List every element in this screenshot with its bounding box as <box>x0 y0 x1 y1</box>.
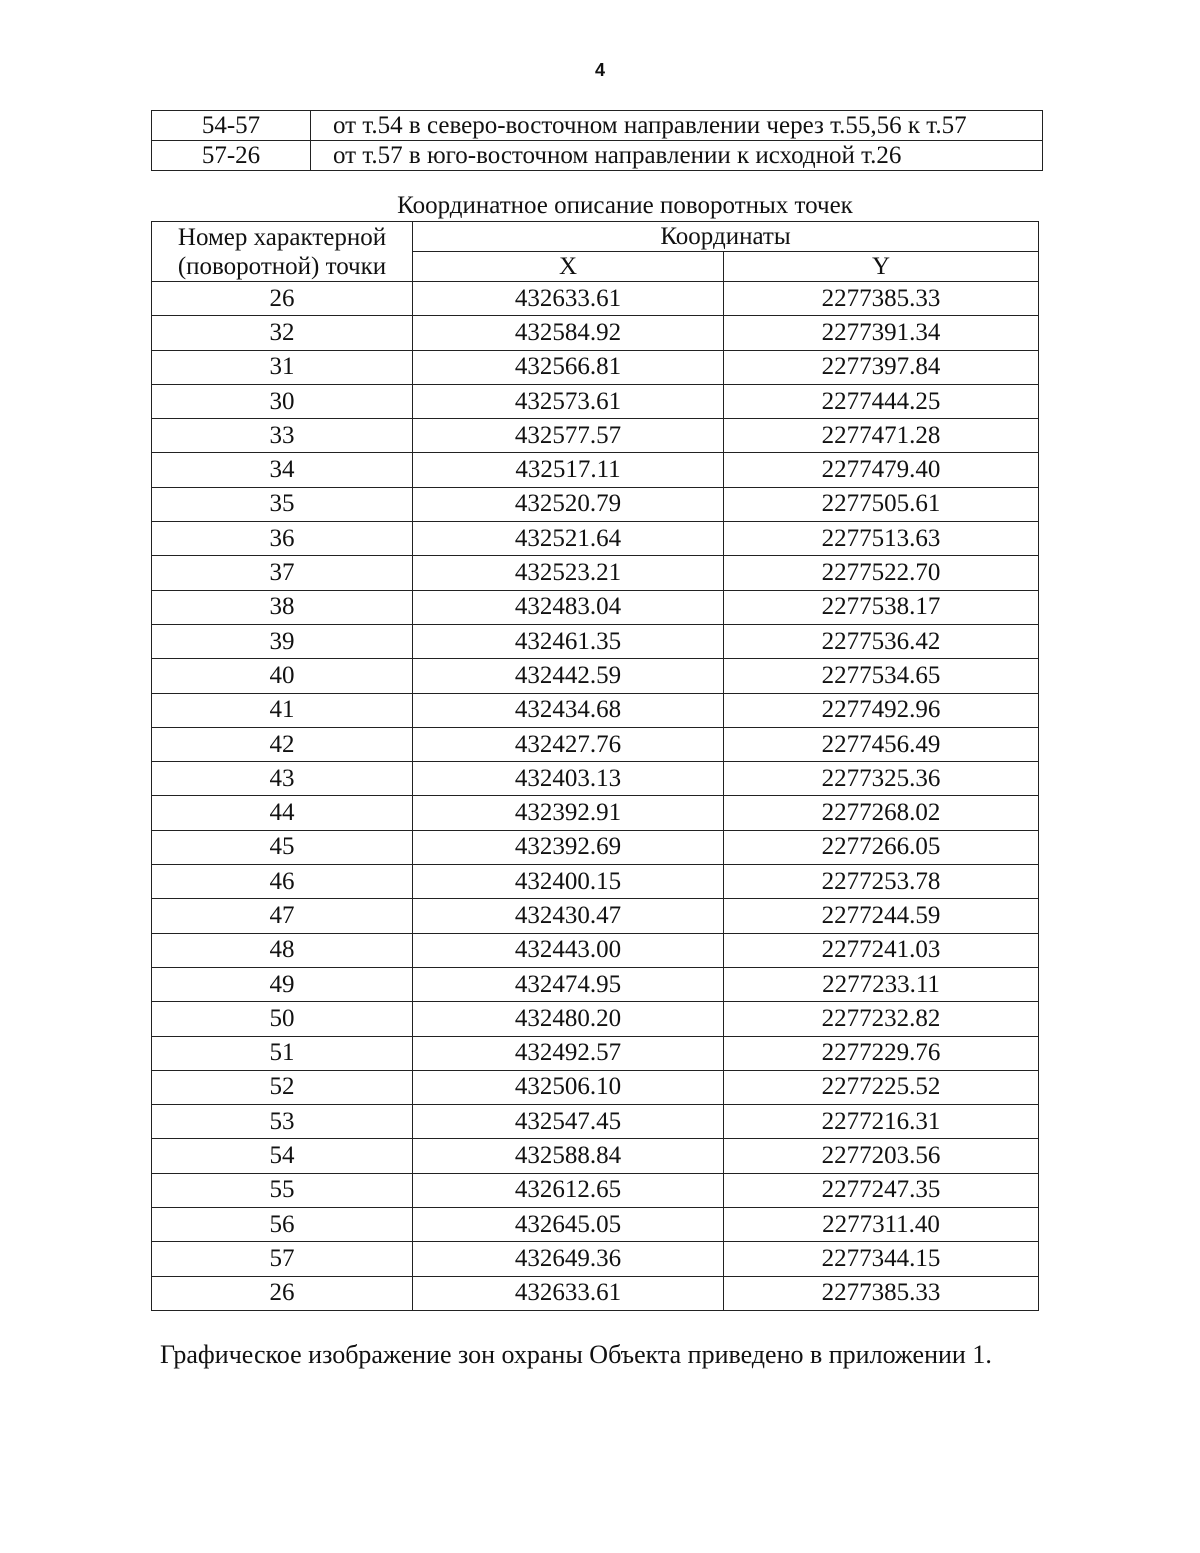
point-number-cell: 44 <box>152 796 413 830</box>
footer-note: Графическое изображение зон охраны Объекта приведено в приложении 1. <box>160 1340 992 1369</box>
x-coordinate-cell: 432392.91 <box>413 796 724 830</box>
x-coordinate-cell: 432584.92 <box>413 316 724 350</box>
x-column-header: X <box>413 252 724 282</box>
table-row <box>152 659 1039 693</box>
y-coordinate-cell: 2277385.33 <box>724 282 1039 316</box>
boundary-segment-description: от т.57 в юго-восточном направлении к исходной т.26 <box>311 141 1043 171</box>
y-coordinate-cell: 2277391.34 <box>724 316 1039 350</box>
point-number-cell: 42 <box>152 727 413 761</box>
y-coordinate-cell: 2277344.15 <box>724 1242 1039 1276</box>
y-coordinate-cell: 2277538.17 <box>724 590 1039 624</box>
x-coordinate-cell: 432461.35 <box>413 624 724 658</box>
y-coordinate-cell: 2277385.33 <box>724 1276 1039 1310</box>
table-row <box>152 1002 1039 1036</box>
table-row <box>152 590 1039 624</box>
y-coordinate-cell: 2277479.40 <box>724 453 1039 487</box>
table-row <box>152 865 1039 899</box>
coordinates-header: Координаты <box>413 222 1039 252</box>
point-number-cell: 39 <box>152 624 413 658</box>
point-number-cell: 34 <box>152 453 413 487</box>
x-coordinate-cell: 432612.65 <box>413 1173 724 1207</box>
table-row <box>152 1036 1039 1070</box>
coordinates-table <box>151 221 1039 1311</box>
table-row <box>152 1139 1039 1173</box>
point-number-cell: 30 <box>152 384 413 418</box>
table-row <box>152 556 1039 590</box>
x-coordinate-cell: 432492.57 <box>413 1036 724 1070</box>
x-coordinate-cell: 432573.61 <box>413 384 724 418</box>
boundary-segment: 57-26 <box>152 141 311 171</box>
x-coordinate-cell: 432633.61 <box>413 1276 724 1310</box>
x-coordinate-cell: 432523.21 <box>413 556 724 590</box>
x-coordinate-cell: 432645.05 <box>413 1208 724 1242</box>
x-coordinate-cell: 432521.64 <box>413 522 724 556</box>
y-coordinate-cell: 2277244.59 <box>724 899 1039 933</box>
x-coordinate-cell: 432400.15 <box>413 865 724 899</box>
boundary-segment-description: от т.54 в северо-восточном направлении через т.55,56 к т.57 <box>311 111 1043 141</box>
x-coordinate-cell: 432566.81 <box>413 350 724 384</box>
y-coordinate-cell: 2277241.03 <box>724 933 1039 967</box>
x-coordinate-cell: 432520.79 <box>413 487 724 521</box>
coordinates-caption: Координатное описание поворотных точек <box>397 192 853 219</box>
point-number-cell: 52 <box>152 1070 413 1104</box>
point-number-cell: 51 <box>152 1036 413 1070</box>
table-row <box>152 727 1039 761</box>
y-coordinate-cell: 2277253.78 <box>724 865 1039 899</box>
x-coordinate-cell: 432442.59 <box>413 659 724 693</box>
point-number-cell: 53 <box>152 1105 413 1139</box>
x-coordinate-cell: 432403.13 <box>413 762 724 796</box>
point-number-cell: 35 <box>152 487 413 521</box>
table-row <box>152 1173 1039 1207</box>
point-number-cell: 36 <box>152 522 413 556</box>
y-coordinate-cell: 2277233.11 <box>724 967 1039 1001</box>
y-coordinate-cell: 2277536.42 <box>724 624 1039 658</box>
table-row <box>152 1070 1039 1104</box>
table-row <box>152 1105 1039 1139</box>
point-number-header-line1: Номер характерной <box>177 223 387 251</box>
x-coordinate-cell: 432577.57 <box>413 419 724 453</box>
y-coordinate-cell: 2277456.49 <box>724 727 1039 761</box>
y-coordinate-cell: 2277513.63 <box>724 522 1039 556</box>
x-coordinate-cell: 432517.11 <box>413 453 724 487</box>
y-coordinate-cell: 2277268.02 <box>724 796 1039 830</box>
table-row <box>152 762 1039 796</box>
x-coordinate-cell: 432480.20 <box>413 1002 724 1036</box>
y-coordinate-cell: 2277216.31 <box>724 1105 1039 1139</box>
table-row <box>152 384 1039 418</box>
table-row <box>152 624 1039 658</box>
x-coordinate-cell: 432474.95 <box>413 967 724 1001</box>
x-coordinate-cell: 432443.00 <box>413 933 724 967</box>
table-row <box>152 933 1039 967</box>
x-coordinate-cell: 432427.76 <box>413 727 724 761</box>
table-row <box>152 967 1039 1001</box>
table-row <box>152 522 1039 556</box>
y-coordinate-cell: 2277229.76 <box>724 1036 1039 1070</box>
y-coordinate-cell: 2277325.36 <box>724 762 1039 796</box>
y-coordinate-cell: 2277266.05 <box>724 830 1039 864</box>
point-number-cell: 57 <box>152 1242 413 1276</box>
point-number-cell: 26 <box>152 282 413 316</box>
y-coordinate-cell: 2277505.61 <box>724 487 1039 521</box>
table-row <box>152 899 1039 933</box>
boundary-row <box>152 141 1043 171</box>
x-coordinate-cell: 432649.36 <box>413 1242 724 1276</box>
point-number-cell: 26 <box>152 1276 413 1310</box>
y-coordinate-cell: 2277203.56 <box>724 1139 1039 1173</box>
point-number-cell: 48 <box>152 933 413 967</box>
table-row <box>152 1276 1039 1310</box>
point-number-cell: 50 <box>152 1002 413 1036</box>
y-coordinate-cell: 2277225.52 <box>724 1070 1039 1104</box>
point-number-cell: 54 <box>152 1139 413 1173</box>
boundary-description-table <box>151 110 1043 171</box>
table-row <box>152 796 1039 830</box>
table-row <box>152 1242 1039 1276</box>
point-number-cell: 49 <box>152 967 413 1001</box>
point-number-cell: 56 <box>152 1208 413 1242</box>
table-row <box>152 316 1039 350</box>
boundary-segment: 54-57 <box>152 111 311 141</box>
x-coordinate-cell: 432483.04 <box>413 590 724 624</box>
table-row <box>152 350 1039 384</box>
y-coordinate-cell: 2277397.84 <box>724 350 1039 384</box>
y-coordinate-cell: 2277232.82 <box>724 1002 1039 1036</box>
y-coordinate-cell: 2277471.28 <box>724 419 1039 453</box>
y-coordinate-cell: 2277311.40 <box>724 1208 1039 1242</box>
y-coordinate-cell: 2277492.96 <box>724 693 1039 727</box>
point-number-cell: 38 <box>152 590 413 624</box>
point-number-cell: 55 <box>152 1173 413 1207</box>
point-number-cell: 43 <box>152 762 413 796</box>
point-number-cell: 31 <box>152 350 413 384</box>
x-coordinate-cell: 432588.84 <box>413 1139 724 1173</box>
x-coordinate-cell: 432392.69 <box>413 830 724 864</box>
point-number-cell: 45 <box>152 830 413 864</box>
table-row <box>152 453 1039 487</box>
table-row <box>152 1208 1039 1242</box>
point-number-cell: 32 <box>152 316 413 350</box>
y-coordinate-cell: 2277522.70 <box>724 556 1039 590</box>
point-number-cell: 40 <box>152 659 413 693</box>
point-number-cell: 46 <box>152 865 413 899</box>
x-coordinate-cell: 432633.61 <box>413 282 724 316</box>
boundary-row <box>152 111 1043 141</box>
page-number: 4 <box>594 60 605 80</box>
y-coordinate-cell: 2277444.25 <box>724 384 1039 418</box>
point-number-cell: 33 <box>152 419 413 453</box>
point-number-header <box>152 222 413 282</box>
x-coordinate-cell: 432434.68 <box>413 693 724 727</box>
x-coordinate-cell: 432506.10 <box>413 1070 724 1104</box>
point-number-cell: 41 <box>152 693 413 727</box>
y-column-header: Y <box>724 252 1039 282</box>
table-row <box>152 487 1039 521</box>
table-row <box>152 693 1039 727</box>
table-row <box>152 830 1039 864</box>
point-number-header-line2: (поворотной) точки <box>177 252 387 280</box>
y-coordinate-cell: 2277534.65 <box>724 659 1039 693</box>
y-coordinate-cell: 2277247.35 <box>724 1173 1039 1207</box>
x-coordinate-cell: 432430.47 <box>413 899 724 933</box>
point-number-cell: 47 <box>152 899 413 933</box>
x-coordinate-cell: 432547.45 <box>413 1105 724 1139</box>
table-row <box>152 419 1039 453</box>
table-row <box>152 282 1039 316</box>
point-number-cell: 37 <box>152 556 413 590</box>
